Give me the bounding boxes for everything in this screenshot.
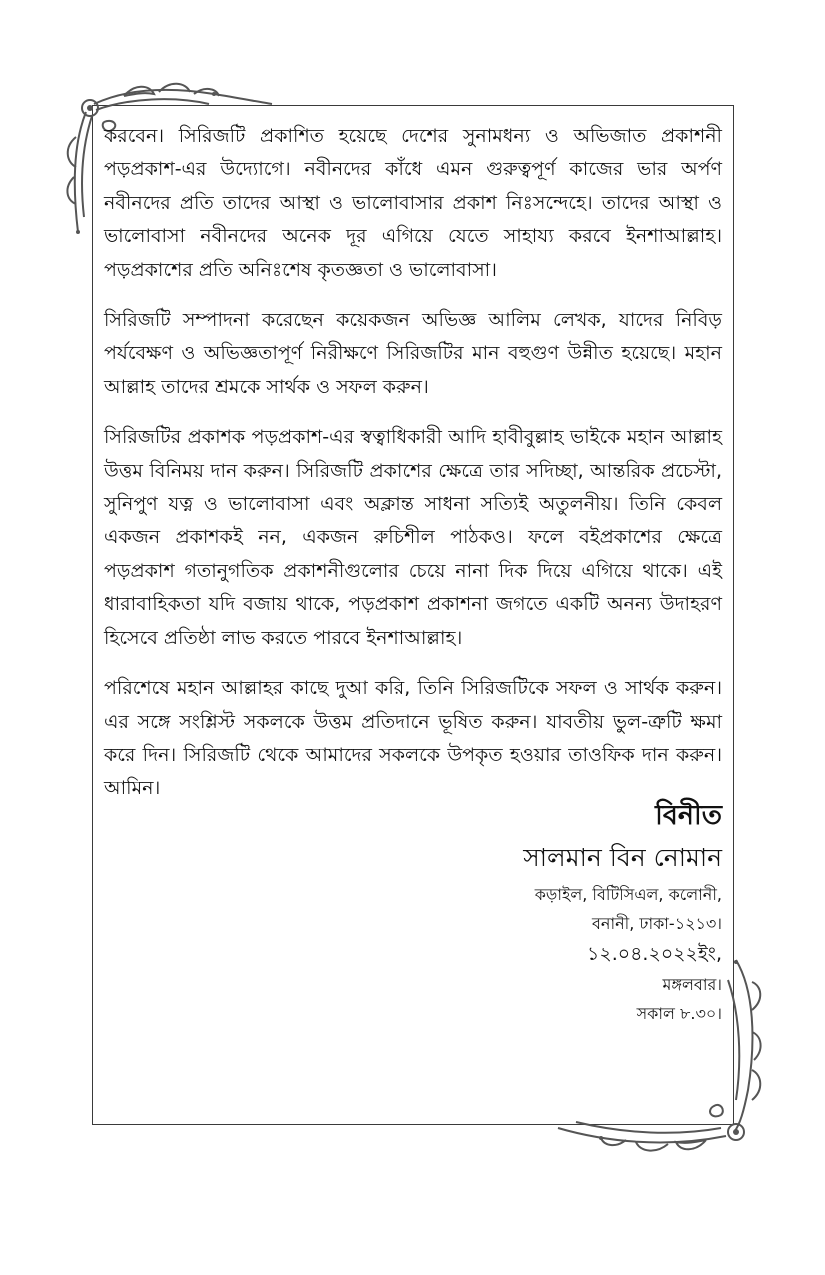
address-line-2: বনানী, ঢাকা-১২১৩। [592, 914, 722, 933]
address-line-1: কড়াইল, বিটিসিএল, কলোনী, [534, 885, 722, 904]
paragraph-4: পরিশেষে মহান আল্লাহর কাছে দুআ করি, তিনি সিরিজটিকে সফল ও সার্থক করুন। এর সঙ্গে সংশ্লিস্ট সকলকে উত্তম প্রতিদানে ভূষিত করুন। যাবতীয় ভুল-ত্রুটি ক্ষমা করে দিন। সিরিজটি থেকে আমাদের সকলকে উপকৃত হওয়ার তাওফিক দান করুন। আমিন। [104, 677, 722, 800]
author-name: সালমান বিন নোমান [523, 843, 722, 872]
signature-time: সকাল ৮.৩০। [636, 1004, 722, 1023]
paragraph-1: করবেন। সিরিজটি প্রকাশিত হয়েছে দেশের সুনামধন্য ও অভিজাত প্রকাশনী পড়প্রকাশ-এর উদ্যোগে। নবীনদের কাঁধে এমন গুরুত্বপূর্ণ কাজের ভার অর্পণ নবীনদের প্রতি তাদের আস্থা ও ভালোবাসার প্রকাশ নিঃসন্দেহে। তাদের আস্থা ও ভালোবাসা নবীনদের অনেক দূর এগিয়ে যেতে সাহায্য করবে ইনশাআল্লাহ। পড়প্রকাশের প্রতি অনিঃশেষ কৃতজ্ঞতা ও ভালোবাসা। [104, 125, 722, 281]
signature-date: ১২.০৪.২০২২ইং, [587, 943, 722, 965]
signature-block [523, 796, 722, 1028]
signature-weekday: মঙ্গলবার। [662, 975, 722, 994]
paragraph-3: সিরিজটির প্রকাশক পড়প্রকাশ-এর স্বত্বাধিকারী আদি হাবীবুল্লাহ ভাইকে মহান আল্লাহ উত্তম বিনিময় দান করুন। সিরিজটি প্রকাশের ক্ষেত্রে তার সদিচ্ছা, আন্তরিক প্রচেস্টা, সুনিপুণ যত্ন ও ভালোবাসা এবং অক্লান্ত সাধনা সত্যিই অতুলনীয়। তিনি কেবল একজন প্রকাশকই নন, একজন রুচিশীল পাঠকও। ফলে বইপ্রকাশের ক্ষেত্রে পড়প্রকাশ গতানুগতিক প্রকাশনীগুলোর চেয়ে নানা দিক দিয়ে এগিয়ে থাকে। এই ধারাবাহিকতা যদি বজায় থাকে, পড়প্রকাশ প্রকাশনা জগতে একটি অনন্য উদাহরণ হিসেবে প্রতিষ্ঠা লাভ করতে পারবে ইনশাআল্লাহ। [104, 426, 722, 649]
preface-body [104, 120, 722, 823]
signature-closing: বিনীত [655, 800, 722, 831]
paragraph-2: সিরিজটি সম্পাদনা করেছেন কয়েকজন অভিজ্ঞ আলিম লেখক, যাদের নিবিড় পর্যবেক্ষণ ও অভিজ্ঞতাপূর্ণ নিরীক্ষণে সিরিজটির মান বহুগুণ উন্নীত হয়েছে। মহান আল্লাহ তাদের শ্রমকে সার্থক ও সফল করুন। [104, 309, 722, 398]
